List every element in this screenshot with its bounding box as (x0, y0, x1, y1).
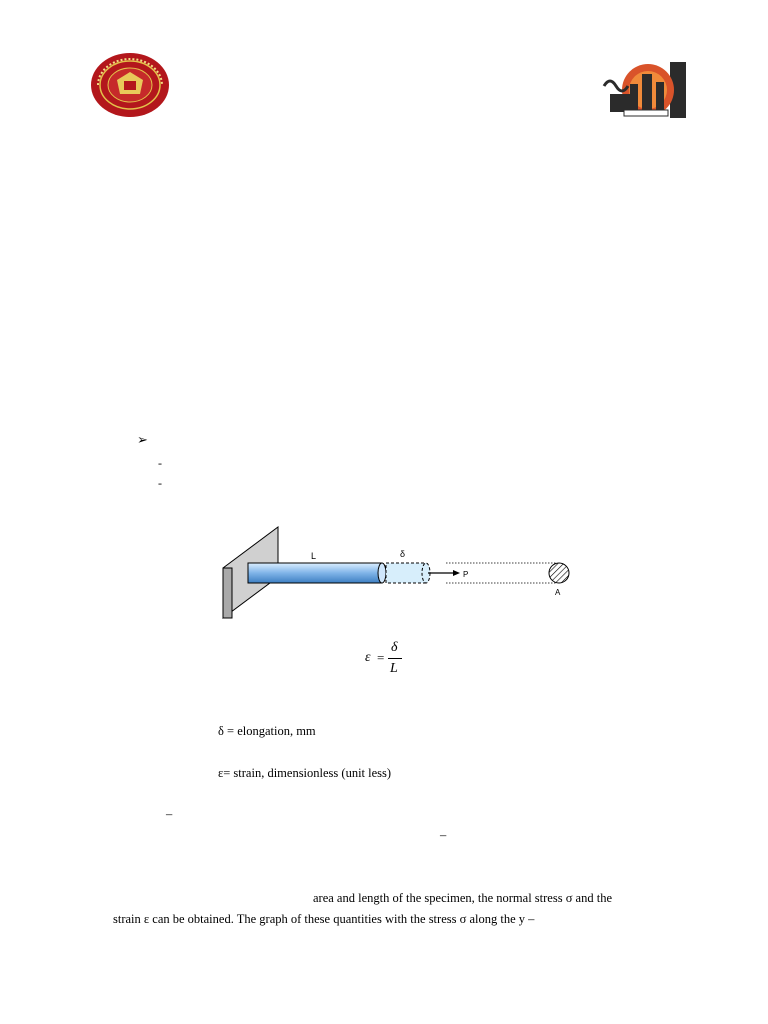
text-dash: – (440, 828, 447, 842)
formula-lhs: ε (365, 650, 371, 665)
strain-formula (360, 640, 420, 682)
label-P: P (463, 570, 469, 579)
formula-numerator: δ (391, 640, 398, 655)
label-delta: δ (400, 549, 406, 559)
label-L: L (311, 551, 317, 561)
text-dash: – (166, 807, 173, 821)
institute-emblem-logo (600, 60, 692, 122)
bar-elongation-diagram (220, 522, 580, 627)
list-dash: - (158, 476, 162, 490)
formula-denominator: L (390, 661, 398, 676)
definition-elongation: δ = elongation, mm (218, 724, 316, 738)
definition-strain: ε= strain, dimensionless (unit less) (218, 766, 392, 780)
arrowhead-bullet-icon: ➢ (137, 432, 148, 447)
label-A: A (555, 588, 561, 597)
fraction-bar (388, 658, 402, 659)
university-seal-logo (90, 52, 170, 118)
formula-equals: = (377, 650, 385, 665)
list-dash: - (158, 456, 162, 470)
paragraph-line-1: area and length of the specimen, the normal stress σ and the (313, 891, 612, 905)
paragraph-line-2: strain ε can be obtained. The graph of these quantities with the stress σ along the y – (113, 912, 535, 926)
